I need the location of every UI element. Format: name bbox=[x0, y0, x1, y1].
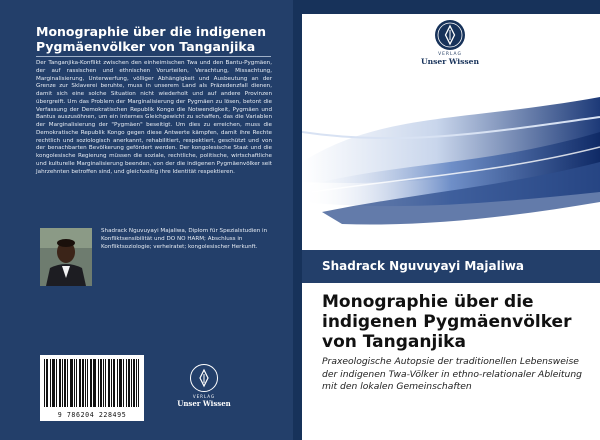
book-spine bbox=[293, 0, 302, 440]
back-cover-title: Monographie über die indigenen Pygmäenvölker von Tanganjika bbox=[36, 24, 267, 54]
author-portrait-icon bbox=[40, 228, 92, 286]
back-cover-divider bbox=[36, 56, 271, 57]
back-cover-blurb: Der Tanganjika-Konflikt zwischen den einheimischen Twa und den Bantu-Pygmäen, der auf rassischen und ethnischen Vorurteilen, Verachtung, Missachtung, Marginalisierung, Unterwerfung, völliger Abhängigkeit und Ausbeutung an der Grenze zur Sklaverei beruhte, muss in unserem Land als Präzedenzfall dienen, damit sich eine solche Situation nicht wiederholt und auf andere Provinzen übergreift. Um das Problem der Marginalisierung der Pygmäen zu lösen, betont die Verfassung der Demokratischen Republik Kongo die Notwendigkeit, Pygmäen und Bantus auszusöhnen, um ein internes Gleichgewicht zu schaffen, das die Variablen der Marginalisierung der "Pygmäen" beseitigt. Um dies zu erreichen, muss die Demokratische Republik Kongo gegen diese Antwerte kämpfen, damit ihre Rechte rechtlich und soziologisch anerkannt, rehabilitiert, respektiert, geschützt und von der benachbarten Bevölkerung gefördert werden. Der kongolesische Staat und die kongolesische Regierung müssen die soziale, rechtliche, politische, wirtschaftliche und kulturelle Marginalisierung beenden, von der die indigenen Pygmäenvölker seit Jahrzehnten betroffen sind, und gleichzeitig ihre Identität respektieren. bbox=[36, 60, 272, 175]
book-title: Monographie über die indigenen Pygmäenvölker von Tanganjika bbox=[322, 292, 572, 352]
isbn-number: 9 786204 228495 bbox=[57, 411, 127, 419]
publisher-name: Unser Wissen bbox=[177, 399, 231, 408]
fountain-pen-nib-icon bbox=[190, 364, 218, 392]
fountain-pen-nib-icon bbox=[435, 20, 465, 50]
publisher-tag: VERLAG bbox=[438, 52, 462, 57]
publisher-tag: VERLAG bbox=[192, 394, 216, 399]
isbn-barcode bbox=[40, 355, 144, 421]
author-name: Shadrack Nguvuyayi Majaliwa bbox=[322, 259, 525, 273]
book-subtitle: Praxeologische Autopsie der traditionellen Lebensweise der indigenen Twa-Völker in ethno-relationaler Ableitung mit den lokalen Gemeinschaften bbox=[322, 356, 583, 393]
back-cover bbox=[0, 0, 293, 440]
front-top-bar bbox=[302, 0, 600, 14]
author-bio: Shadrack Nguvuyayi Majaliwa, Diplom für Spezialstudien in Konfliktsensibilität und DO NO HARM; Abschluss in Konfliktsoziologie; verheiratet; kongolesischer Herkunft. bbox=[101, 228, 268, 250]
front-publisher-logo bbox=[414, 20, 486, 66]
author-bar bbox=[302, 250, 600, 283]
back-publisher-logo bbox=[172, 364, 236, 408]
decorative-swoosh-graphic bbox=[302, 92, 600, 237]
barcode-icon bbox=[44, 359, 140, 409]
front-cover bbox=[302, 0, 600, 440]
publisher-name: Unser Wissen bbox=[420, 57, 480, 66]
author-photo bbox=[40, 228, 92, 286]
